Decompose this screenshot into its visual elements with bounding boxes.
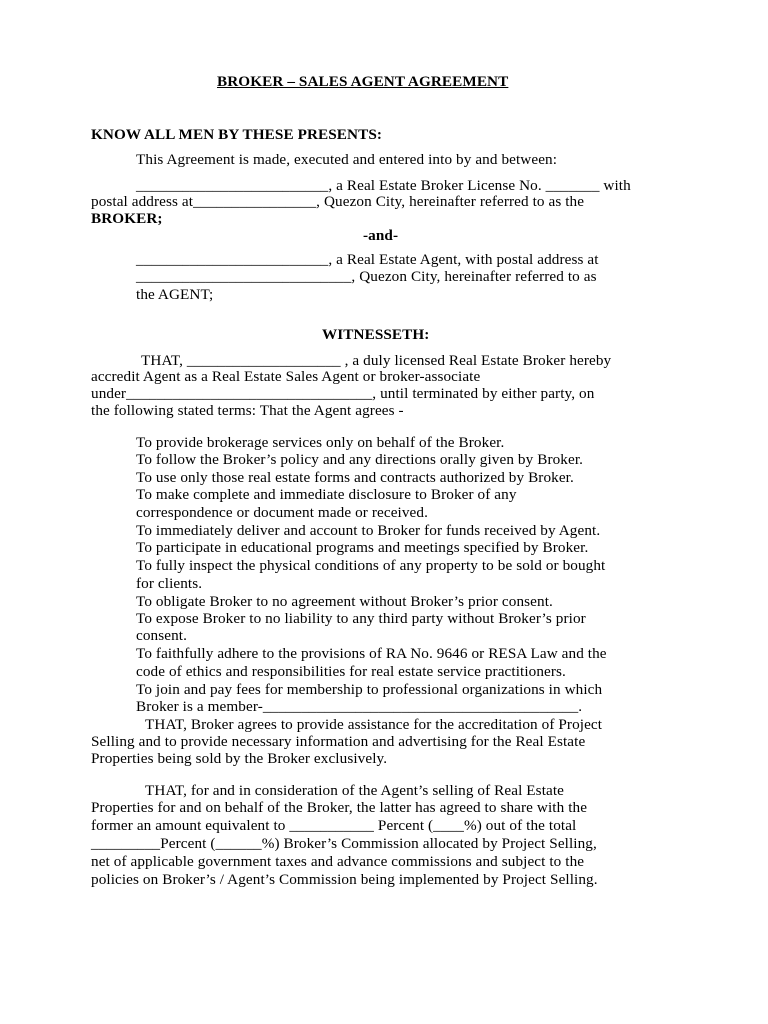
agent-party-line-1: _________________________, a Real Estate Agent, with postal address at [136,251,599,268]
and-separator: -and- [363,227,399,244]
commission-line-2: Properties for and on behalf of the Broker, the latter has agreed to share with the [91,799,588,816]
term-line: consent. [136,627,187,644]
commission-line-5: net of applicable government taxes and advance commissions and subject to the [91,853,585,870]
commission-line-4: _________Percent (______%) Broker’s Commission allocated by Project Selling, [91,835,597,852]
agent-party-line-2: ____________________________, Quezon City, hereinafter referred to as [136,268,597,285]
commission-line-1: THAT, for and in consideration of the Agent’s selling of Real Estate [145,782,565,799]
term-line: Broker is a member-_________________________________________. [136,698,583,715]
term-line: for clients. [136,575,203,592]
accreditation-line-2: accredit Agent as a Real Estate Sales Agent or broker-associate [91,368,481,385]
broker-assistance-line-1: THAT, Broker agrees to provide assistance for the accreditation of Project [145,716,603,733]
term-line: To immediately deliver and account to Broker for funds received by Agent. [136,522,601,539]
term-line: To make complete and immediate disclosure to Broker of any [136,486,517,503]
witnesseth-heading: WITNESSETH: [322,326,430,343]
term-line: To fully inspect the physical conditions of any property to be sold or bought [136,557,606,574]
broker-party-line-1: _________________________, a Real Estate Broker License No. _______ with [136,177,631,194]
term-line: To participate in educational programs and meetings specified by Broker. [136,539,589,556]
broker-assistance-line-2: Selling and to provide necessary information and advertising for the Real Estate [91,733,586,750]
accreditation-line-3: under________________________________, until terminated by either party, on [91,385,595,402]
agent-party-line-3: the AGENT; [136,286,214,303]
term-line: To faithfully adhere to the provisions of RA No. 9646 or RESA Law and the [136,645,607,662]
term-line: To provide brokerage services only on behalf of the Broker. [136,434,505,451]
term-line: To follow the Broker’s policy and any directions orally given by Broker. [136,451,584,468]
accreditation-line-4: the following stated terms: That the Agent agrees - [91,402,404,419]
opening-heading: KNOW ALL MEN BY THESE PRESENTS: [91,126,383,143]
accreditation-line-1: THAT, ____________________ , a duly licensed Real Estate Broker hereby [141,352,612,369]
broker-party-line-2: postal address at________________, Quezon City, hereinafter referred to as the [91,193,585,210]
broker-assistance-line-3: Properties being sold by the Broker exclusively. [91,750,388,767]
term-line: To obligate Broker to no agreement without Broker’s prior consent. [136,593,553,610]
document-title: BROKER – SALES AGENT AGREEMENT [217,73,509,90]
term-line: To use only those real estate forms and contracts authorized by Broker. [136,469,574,486]
commission-line-3: former an amount equivalent to ___________ Percent (____%) out of the total [91,817,577,834]
broker-party-line-3: BROKER; [91,210,163,227]
intro-line: This Agreement is made, executed and entered into by and between: [136,151,558,168]
commission-line-6: policies on Broker’s / Agent’s Commission being implemented by Project Selling. [91,871,598,888]
term-line: To expose Broker to no liability to any third party without Broker’s prior [136,610,586,627]
term-line: code of ethics and responsibilities for real estate service practitioners. [136,663,566,680]
term-line: To join and pay fees for membership to professional organizations in which [136,681,603,698]
term-line: correspondence or document made or received. [136,504,428,521]
